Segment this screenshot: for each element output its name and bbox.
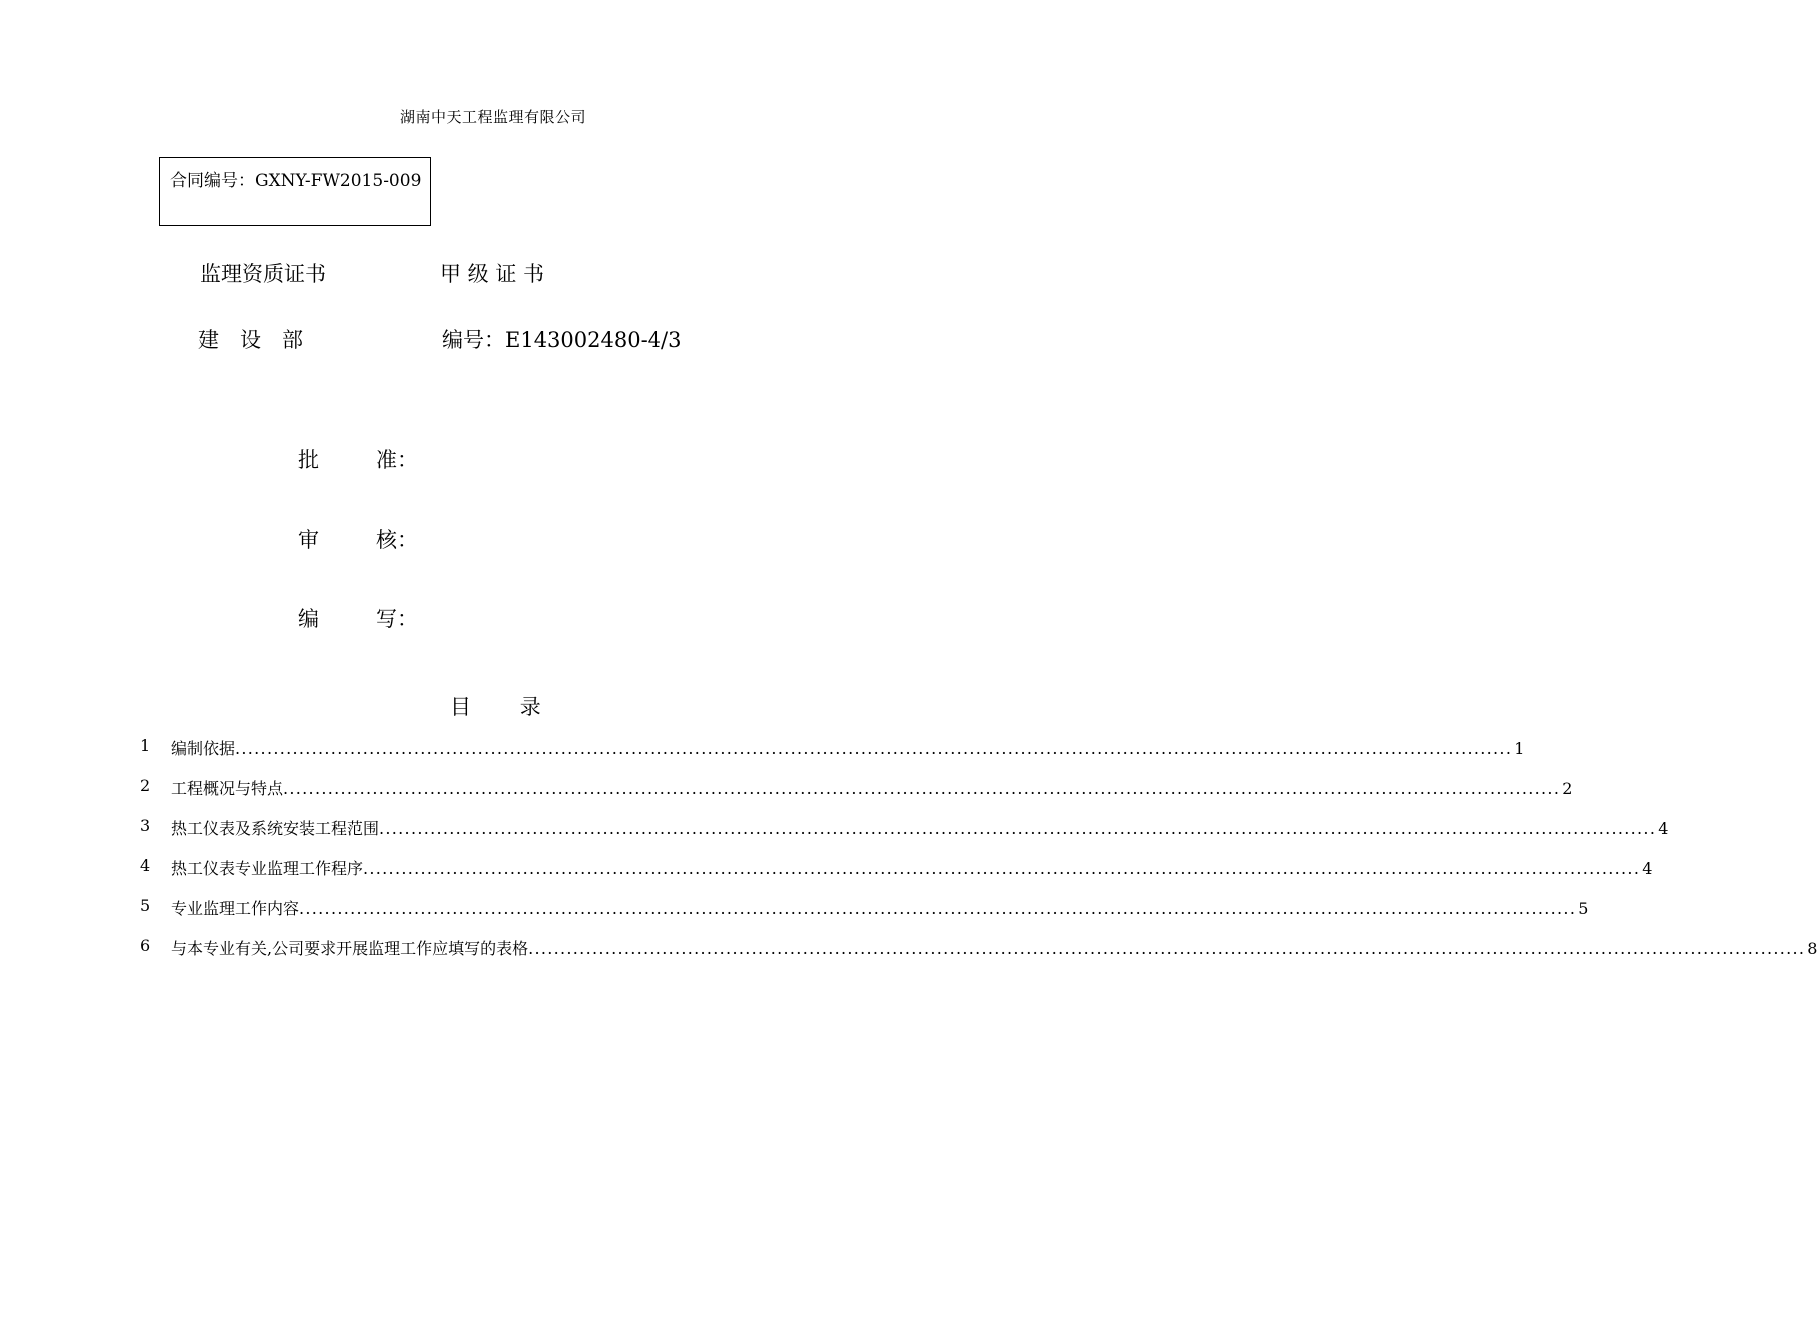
toc-entry-number: 4 [140, 856, 151, 875]
toc-entry-title: 工程概况与特点 [171, 779, 284, 798]
company-header: 湖南中天工程监理有限公司 [399, 108, 586, 126]
toc-entry-title: 热工仪表及系统安装工程范围 [171, 819, 380, 838]
toc-entry-page: 4 [1658, 819, 1669, 838]
toc-entry-title: 编制依据 [171, 739, 236, 758]
toc-dot-leader: ........................................................................................................................................................................................................ [528, 939, 1806, 958]
toc-entry-number: 5 [140, 896, 151, 915]
certificate-number: 编号：E143002480-4/3 [442, 328, 682, 352]
contract-number-box [159, 157, 431, 226]
toc-entry-page: 2 [1562, 779, 1573, 798]
review-label-part2: 核： [376, 528, 418, 552]
toc-dot-leader: ........................................................................................................................................................................................................ [235, 739, 1513, 758]
approve-label-part1: 批 [298, 448, 319, 472]
toc-entry[interactable] [140, 816, 1669, 856]
toc-entry-title: 热工仪表专业监理工作程序 [171, 859, 364, 878]
toc-dot-leader: ........................................................................................................................................................................................................ [379, 819, 1657, 838]
toc-entry[interactable] [140, 896, 1589, 936]
author-label-part2: 写： [376, 607, 418, 631]
certificate-grade: 甲 级 证 书 [440, 262, 545, 286]
toc-title [450, 691, 541, 721]
toc-entry-number: 1 [140, 736, 151, 755]
toc-entry-number: 6 [140, 936, 151, 955]
qualification-certificate-label: 监理资质证书 [200, 262, 326, 286]
contract-number: 合同编号：GXNY-FW2015-009 [170, 171, 422, 191]
table-of-contents [140, 736, 1817, 976]
review-label-part1: 审 [298, 528, 319, 552]
toc-entry[interactable] [140, 736, 1525, 776]
toc-entry-page: 8 [1807, 939, 1817, 958]
author-label-part1: 编 [298, 607, 319, 631]
issuing-authority: 建 设 部 [198, 328, 303, 352]
toc-dot-leader: ........................................................................................................................................................................................................ [299, 899, 1577, 918]
toc-dot-leader: ........................................................................................................................................................................................................ [363, 859, 1641, 878]
toc-title-part2: 录 [519, 695, 541, 719]
toc-entry[interactable] [140, 936, 1817, 976]
toc-entry[interactable] [140, 776, 1573, 816]
toc-entry-title: 专业监理工作内容 [171, 899, 300, 918]
toc-entry-number: 2 [140, 776, 151, 795]
toc-entry-page: 1 [1514, 739, 1525, 758]
toc-entry-title: 与本专业有关,公司要求开展监理工作应填写的表格 [171, 939, 529, 958]
toc-entry-number: 3 [140, 816, 151, 835]
approve-label-part2: 准： [376, 448, 418, 472]
toc-dot-leader: ........................................................................................................................................................................................................ [283, 779, 1561, 798]
toc-entry-page: 4 [1642, 859, 1653, 878]
toc-entry[interactable] [140, 856, 1653, 896]
toc-title-part1: 目 [450, 695, 471, 719]
toc-entry-page: 5 [1578, 899, 1589, 918]
